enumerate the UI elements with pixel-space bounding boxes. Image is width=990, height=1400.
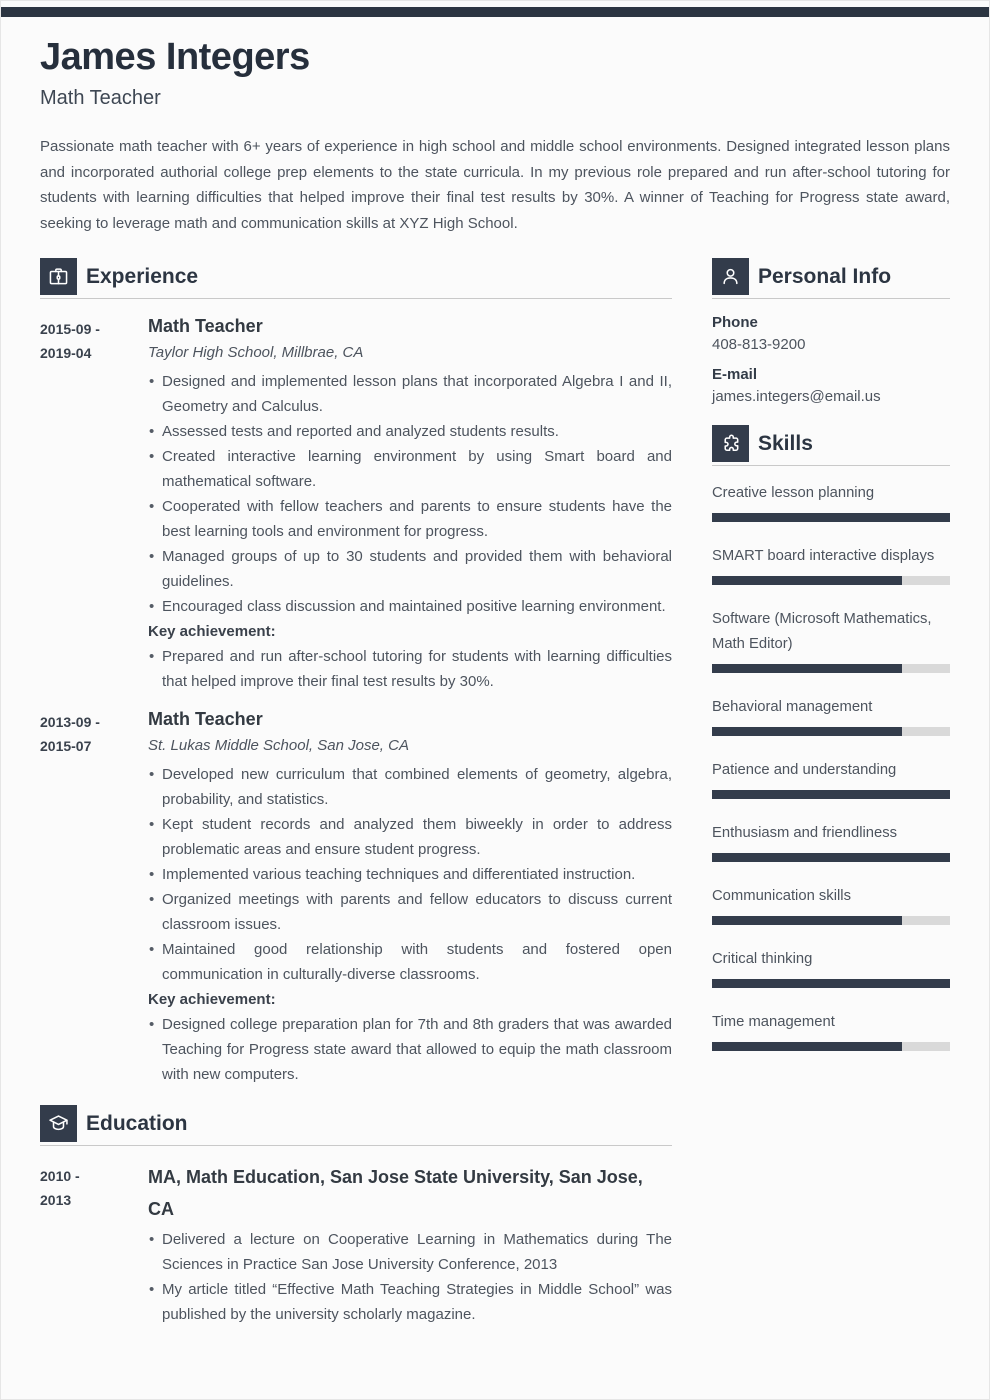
skill-bar-fill [712, 916, 902, 925]
contact-field-label: E-mail [712, 366, 758, 383]
key-achievement-list [148, 1012, 672, 1087]
contact-field [712, 314, 950, 353]
bullet-item: • Managed groups of up to 30 students and provided them with behavioral guidelines. [148, 544, 672, 594]
date-to: 2013 [40, 1192, 72, 1208]
skill-item [712, 821, 950, 862]
education-section-header [40, 1105, 672, 1146]
contact-field-value: 408-813-9200 [712, 336, 806, 353]
entry-title: MA, Math Education, San Jose State University, San Jose, CA [148, 1167, 643, 1219]
skill-item [712, 1010, 950, 1051]
bullet-item: • Maintained good relationship with students and fostered open communication in culturally-diverse classrooms. [148, 937, 672, 987]
contact-field [712, 366, 950, 405]
section-title: Skills [758, 431, 813, 455]
sidebar-column [712, 258, 950, 1340]
skill-item [712, 758, 950, 799]
skill-item [712, 607, 950, 673]
professional-summary: Passionate math teacher with 6+ years of experience in high school and middle school environments. Designed integrated lesson plans and incorporated authorial college prep elements to the state curricula. In my previous role prepared and run after-school tutoring for students with learning difficulties that helped improve their final test results by 30%. A winner of Teaching for Progress state award, seeking to leverage math and communication skills at XYZ High School. [40, 138, 950, 232]
bullet-item: • Encouraged class discussion and maintained positive learning environment. [148, 594, 672, 619]
user-icon [712, 258, 749, 295]
skill-bar [712, 979, 950, 988]
bullet-list [148, 369, 672, 619]
experience-section-header [40, 258, 672, 299]
bullet-item: • Kept student records and analyzed them biweekly in order to address problematic areas and ensure student progress. [148, 812, 672, 862]
bullet-item: • Assessed tests and reported and analyzed students results. [148, 419, 672, 444]
skill-bar [712, 576, 950, 585]
skill-bar-fill [712, 576, 902, 585]
skill-bar-fill [712, 790, 950, 799]
bullet-item: • Created interactive learning environment by using Smart board and mathematical software. [148, 444, 672, 494]
date-from: 2015-09 - [40, 321, 100, 337]
skill-name: Critical thinking [712, 951, 813, 967]
contact-field-value: james.integers@email.us [712, 388, 881, 405]
top-accent-bar [0, 7, 990, 17]
skill-bar-fill [712, 664, 902, 673]
bullet-item: • Developed new curriculum that combined elements of geometry, algebra, probability, and statistics. [148, 762, 672, 812]
date-range [40, 1161, 148, 1327]
date-to: 2019-04 [40, 345, 92, 361]
date-range [40, 707, 148, 1087]
skill-bar-fill [712, 513, 950, 522]
skill-name: Time management [712, 1014, 835, 1030]
entry-body [148, 1161, 672, 1327]
person-name: James Integers [40, 36, 310, 78]
skill-bar [712, 1042, 950, 1051]
skills-section-header [712, 425, 950, 466]
bullet-item: • Implemented various teaching techniques and differentiated instruction. [148, 862, 672, 887]
bullet-item: • Designed and implemented lesson plans that incorporated Algebra I and II, Geometry and Calculus. [148, 369, 672, 419]
date-range [40, 314, 148, 694]
bullet-item: • Prepared and run after-school tutoring for students with learning difficulties that helped improve their final test results by 30%. [148, 644, 672, 694]
personal-info-section-header [712, 258, 950, 299]
section-title: Personal Info [758, 264, 892, 288]
skill-name: Software (Microsoft Mathematics, Math Editor) [712, 611, 932, 652]
bullet-item: • My article titled “Effective Math Teaching Strategies in Middle School” was published by the university scholarly magazine. [148, 1277, 672, 1327]
skill-bar [712, 513, 950, 522]
skill-name: Enthusiasm and friendliness [712, 825, 898, 841]
personal-info-list [712, 314, 950, 405]
skill-name: Behavioral management [712, 699, 873, 715]
skill-bar [712, 790, 950, 799]
skill-bar [712, 916, 950, 925]
skill-bar [712, 853, 950, 862]
bullet-item: • Cooperated with fellow teachers and parents to ensure students have the best learning tools and environment for progress. [148, 494, 672, 544]
skill-name: Patience and understanding [712, 762, 897, 778]
contact-field-label: Phone [712, 314, 758, 331]
section-title: Experience [86, 264, 199, 288]
skill-bar [712, 727, 950, 736]
date-from: 2010 - [40, 1168, 80, 1184]
resume-entry [40, 314, 672, 694]
skill-item [712, 695, 950, 736]
entry-title: Math Teacher [148, 709, 263, 729]
bullet-item: • Organized meetings with parents and fellow educators to discuss current classroom issues. [148, 887, 672, 937]
skill-item [712, 544, 950, 585]
skill-item [712, 884, 950, 925]
entry-body [148, 314, 672, 694]
section-title: Education [86, 1111, 188, 1135]
key-achievement-list [148, 644, 672, 694]
entry-body [148, 707, 672, 1087]
skill-bar-fill [712, 727, 902, 736]
skill-name: SMART board interactive displays [712, 548, 935, 564]
entry-subtitle: Taylor High School, Millbrae, CA [148, 344, 364, 361]
date-to: 2015-07 [40, 738, 92, 754]
skill-item [712, 481, 950, 522]
resume-entry [40, 707, 672, 1087]
main-column [40, 258, 672, 1340]
date-from: 2013-09 - [40, 714, 100, 730]
bullet-item: • Delivered a lecture on Cooperative Learning in Mathematics during The Sciences in Practice San Jose University Conference, 2013 [148, 1227, 672, 1277]
puzzle-icon [712, 425, 749, 462]
entry-title: Math Teacher [148, 316, 263, 336]
skill-name: Communication skills [712, 888, 851, 904]
entry-subtitle: St. Lukas Middle School, San Jose, CA [148, 737, 409, 754]
skill-name: Creative lesson planning [712, 485, 875, 501]
experience-list [40, 314, 672, 1087]
skills-list [712, 481, 950, 1051]
bullet-item: • Designed college preparation plan for 7th and 8th graders that was awarded Teaching for Progress state award that allowed to equip the math classroom with new computers. [148, 1012, 672, 1087]
resume-entry [40, 1161, 672, 1327]
key-achievement-label: Key achievement: [148, 623, 276, 640]
skill-bar-fill [712, 1042, 902, 1051]
content-columns [40, 258, 950, 1340]
graduation-cap-icon [40, 1105, 77, 1142]
bullet-list [148, 762, 672, 987]
skill-item [712, 947, 950, 988]
briefcase-icon [40, 258, 77, 295]
bullet-list [148, 1227, 672, 1327]
skill-bar [712, 664, 950, 673]
education-list [40, 1161, 672, 1327]
skill-bar-fill [712, 853, 950, 862]
person-job-title: Math Teacher [40, 87, 161, 109]
key-achievement-label: Key achievement: [148, 991, 276, 1008]
skill-bar-fill [712, 979, 950, 988]
